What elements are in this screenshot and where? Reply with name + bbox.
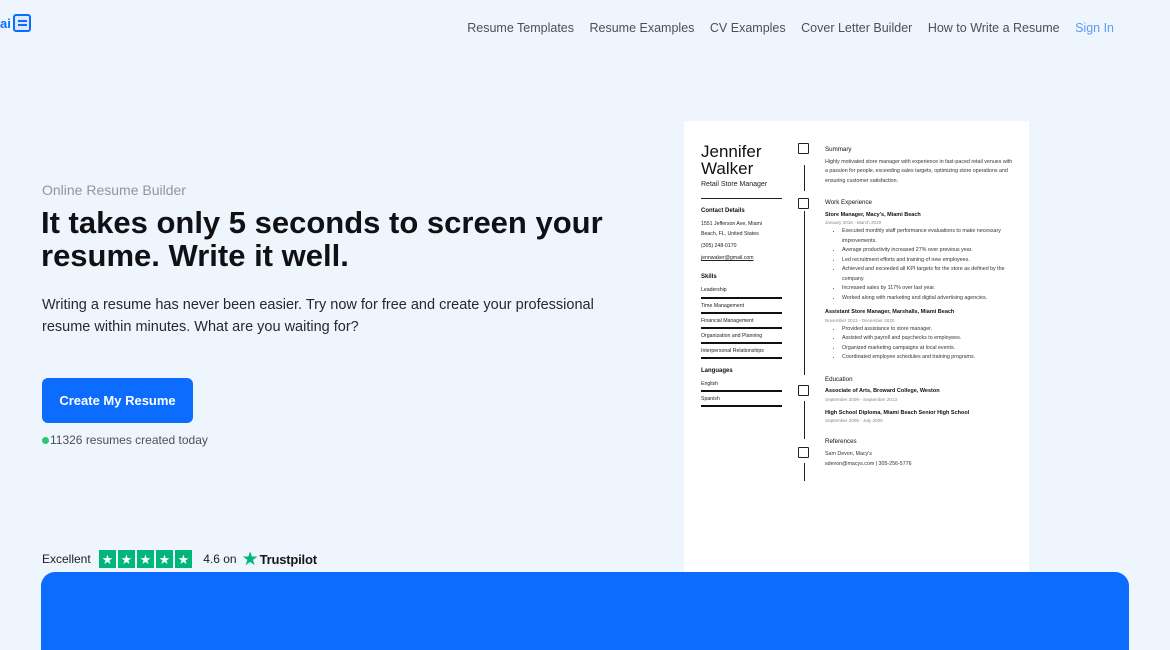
skill-item: Leadership [701,287,727,294]
job-bullet: • Achieved and exceeded all KPI targets for the store as defined by the company. [842,265,1015,284]
trustpilot-widget[interactable] [42,549,317,569]
nav-how-to-write-a-resume[interactable]: How to Write a Resume [927,21,1060,35]
hero-eyebrow: Online Resume Builder [42,182,186,198]
trustpilot-star-icon: ★ [241,548,259,570]
language-item: English [701,381,719,388]
resume-contact-title: Contact Details [701,207,745,214]
education-title: Associate of Arts, Broward College, Weston [825,388,940,395]
resumes-counter-text: 11326 resumes created today [50,433,208,447]
resume-experience-title: Work Experience [825,199,872,207]
resume-preview [684,121,1029,581]
sign-in-link[interactable]: Sign In [1075,21,1114,35]
language-item: Spanish [701,396,720,403]
hero-subtext: Writing a resume has never been easier. Try now for free and create your professional resume within minutes. What are you waiting for? [42,297,594,335]
timeline-line [804,463,805,481]
skill-item: Interpersonal Relationships [701,347,764,354]
skill-bar [701,342,782,344]
job-bullet: • Worked along with marketing and digital advertising agencies. [842,294,1015,304]
trustpilot-brand: Trustpilot [259,551,317,567]
job-bullet: • Average productivity increased 27% over previous year. [842,246,1015,256]
hero-headline: It takes only 5 seconds to screen your resume. Write it well. [41,205,603,273]
reference-line: sdevon@macys.com | 305-256-5776 [825,460,912,467]
timeline-line [804,211,805,375]
nav-cover-letter-builder[interactable]: Cover Letter Builder [801,21,913,35]
skill-bar [701,327,782,329]
trust-label: Excellent [42,552,91,566]
person-icon [798,143,809,154]
job-bullet: • Coordinated employee schedules and training programs. [842,353,1015,363]
nav-resume-examples[interactable]: Resume Examples [589,21,695,35]
job-bullet: • Provided assistance to store manager. [842,325,1015,335]
resume-references-title: References [825,438,857,446]
nav-cv-examples[interactable]: CV Examples [709,21,786,35]
trust-score: 4.6 on [203,552,237,566]
megaphone-icon [798,447,809,458]
skill-item: Financial Management [701,317,754,324]
contact-line: jennwaker@gmail.com [701,255,754,262]
job-bullet: • Increased sales by 117% over last year. [842,284,1015,294]
job-bullet: • Executed monthly staff performance evaluations to make necessary improvements. [842,227,1015,246]
job-title: Store Manager, Macy's, Miami Beach [825,211,921,218]
star-icon: ★ [175,550,193,568]
resume-last-name: Walker [701,159,754,178]
skill-bar [701,312,782,314]
logo[interactable] [0,14,31,32]
top-nav [467,21,1114,35]
education-dates: September 2005 - July 2009 [825,418,883,424]
trust-stars [99,550,193,568]
feature-panel [41,572,1129,650]
timeline-line [804,401,805,439]
nav-resume-templates[interactable]: Resume Templates [467,21,574,35]
resume-summary-title: Summary [825,146,852,153]
education-title: High School Diploma, Miami Beach Senior High School [825,409,970,416]
job-bullets [825,227,1015,303]
skill-item: Organization and Planning [701,332,763,339]
job-bullet: • Led recruitment efforts and training of new employees. [842,256,1015,266]
resume-role: Retail Store Manager [701,181,768,188]
language-bar [701,390,782,392]
resume-first-name: Jennifer [701,142,762,161]
resume-skills-title: Skills [701,274,717,281]
reference-line: Sam Devon, Macy's [825,451,872,457]
star-icon: ★ [137,550,155,568]
timeline-line [804,165,805,191]
education-dates: September 2009 - September 2013 [825,396,898,402]
job-dates: January 2016 - March 2020 [825,220,882,226]
resumes-counter [42,433,208,447]
skill-bar [701,297,782,299]
resume-languages-title: Languages [701,367,733,374]
briefcase-icon [798,198,809,209]
job-title: Assistant Store Manager, Marshalls, Miami Beach [825,309,955,316]
divider [701,198,782,199]
star-icon: ★ [118,550,136,568]
job-dates: November 2013 - December 2020 [825,317,895,323]
resume-summary: Highly motivated store manager with experience in fast-paced retail venues with a passion for people, exceeding sales targets, optimizing store operations and ensuring customer satisfaction. [825,158,1013,184]
language-bar [701,405,782,407]
star-icon: ★ [156,550,174,568]
resume-left-column [701,143,782,410]
resume-right-column [825,145,1015,469]
resume-timeline [804,143,805,483]
create-my-resume-button[interactable]: Create My Resume [42,378,193,423]
logo-resume-icon [13,14,31,32]
logo-text: ai [0,15,11,31]
contact-line: Beach, FL, United States [701,231,759,238]
skill-item: Time Management [701,302,745,309]
job-bullet: • Organized marketing campaigns at local events. [842,344,1015,354]
resume-education-title: Education [825,375,853,383]
resume-contact [701,220,782,264]
star-icon: ★ [99,550,117,568]
online-dot-icon [42,437,49,444]
graduation-cap-icon [798,385,809,396]
skill-bar [701,357,782,359]
job-bullet: • Assisted with payroll and paychecks to employees. [842,334,1015,344]
job-bullets [825,325,1015,363]
contact-line: (305) 248-0170 [701,243,737,250]
contact-line: 1551 Jefferson Ave, Miami [701,221,762,228]
